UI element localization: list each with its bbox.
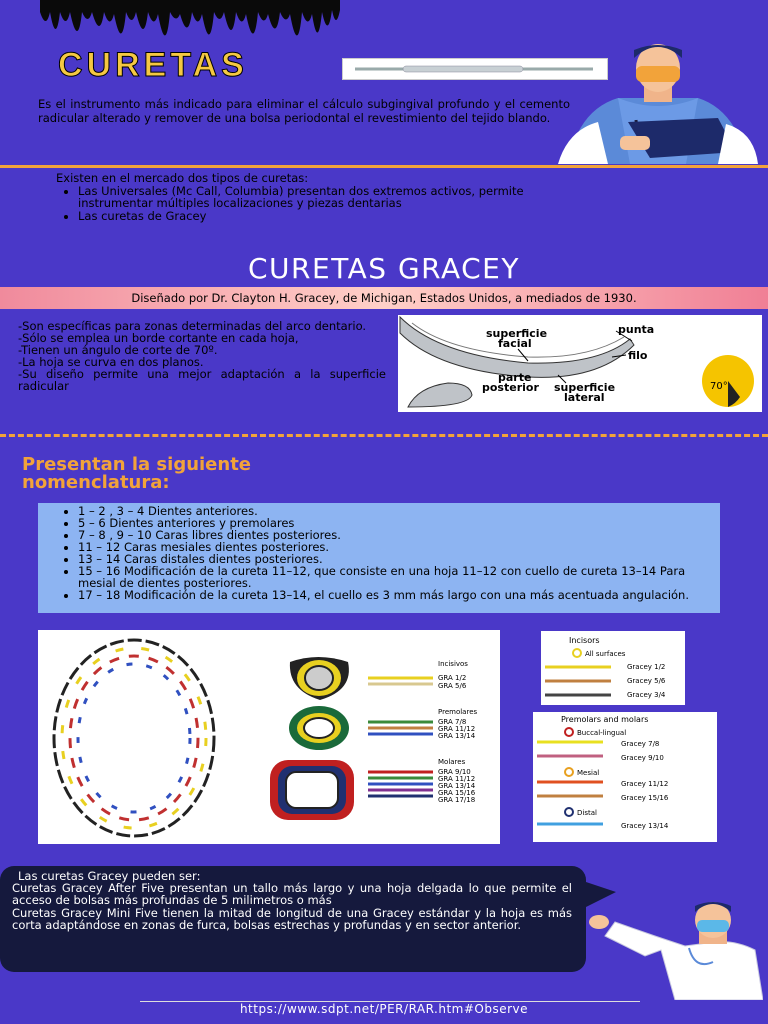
- doctor-pointing-illustration: [585, 900, 763, 1000]
- page-title: CURETAS: [58, 46, 248, 84]
- svg-text:GRA 13/14: GRA 13/14: [438, 732, 476, 740]
- bubble-paragraph: Curetas Gracey After Five presentan un tallo más largo y una hoja delgada lo que permite el acceso de bolsas más profundas de 5 milimetros o más: [12, 881, 572, 908]
- svg-text:GRA 9/10: GRA 9/10: [438, 768, 471, 776]
- svg-text:GRA 1/2: GRA 1/2: [438, 674, 467, 682]
- nomenclature-title: Presentan la siguiente nomenclatura:: [22, 454, 252, 493]
- list-item: • 7 – 8 , 9 – 10 Caras libres dientes posteriores.: [78, 529, 714, 541]
- svg-text:Mesial: Mesial: [577, 769, 600, 777]
- gracey-banner-text: Diseñado por Dr. Clayton H. Gracey, de Michigan, Estados Unidos, a mediados de 1930.: [131, 291, 637, 305]
- list-item: • 5 – 6 Dientes anteriores y premolares: [78, 517, 714, 529]
- gracey-heading: CURETAS GRACEY: [248, 252, 520, 285]
- gracey-variants-text: [12, 870, 572, 931]
- list-item: • 13 – 14 Caras distales dientes posteriores.: [78, 553, 714, 565]
- svg-text:posterior: posterior: [482, 381, 539, 394]
- svg-text:Gracey 13/14: Gracey 13/14: [621, 822, 669, 830]
- svg-text:Buccal-lingual: Buccal-lingual: [577, 729, 627, 737]
- svg-text:Distal: Distal: [577, 809, 597, 817]
- svg-text:Gracey 7/8: Gracey 7/8: [621, 740, 660, 748]
- intro-text: Es el instrumento más indicado para eliminar el cálculo subgingival profundo y el cemento radicular alterado y remover de una bolsa periodontal el revestimiento del tejido blando.: [38, 97, 570, 125]
- svg-text:GRA 17/18: GRA 17/18: [438, 796, 476, 804]
- svg-text:All surfaces: All surfaces: [585, 650, 626, 658]
- label-filo: filo: [628, 349, 648, 362]
- spec-line: -Sólo se emplea un borde cortante en cada hoja,: [18, 331, 299, 345]
- bubble-heading: Las curetas Gracey pueden ser:: [18, 869, 201, 883]
- molars-title: Premolars and molars: [561, 715, 649, 724]
- gracey-specs: [18, 320, 386, 392]
- svg-text:Gracey 9/10: Gracey 9/10: [621, 754, 664, 762]
- svg-text:Gracey 5/6: Gracey 5/6: [627, 677, 666, 685]
- svg-text:lateral: lateral: [564, 391, 605, 404]
- label-parte-posterior: parte: [498, 371, 532, 384]
- curette-blade-diagram: [398, 315, 762, 412]
- curette-types: [56, 172, 536, 222]
- svg-text:Gracey 3/4: Gracey 3/4: [627, 691, 666, 699]
- svg-text:GRA 5/6: GRA 5/6: [438, 682, 467, 690]
- spec-line: -Son específicas para zonas determinadas del arco dentario.: [18, 319, 367, 333]
- svg-text:Gracey 11/12: Gracey 11/12: [621, 780, 669, 788]
- types-lead: Existen en el mercado dos tipos de curetas:: [56, 171, 309, 185]
- nomenclature-list: [58, 505, 714, 601]
- svg-text:Gracey 15/16: Gracey 15/16: [621, 794, 669, 802]
- label-punta: punta: [618, 323, 655, 336]
- spec-line: -Tienen un ángulo de corte de 70º.: [18, 343, 218, 357]
- svg-text:GRA 11/12: GRA 11/12: [438, 775, 476, 783]
- svg-text:GRA 15/16: GRA 15/16: [438, 789, 476, 797]
- list-item: • 15 – 16 Modificación de la cureta 11–12, que consiste en una hoja 11–12 con cuello de cureta 13–14 Para mesial de dientes posteriores.: [78, 565, 714, 589]
- spec-line: -Su diseño permite una mejor adaptación a la superficie radicular: [18, 367, 386, 393]
- source-link[interactable]: https://www.sdpt.net/PER/RAR.htm#Observe: [239, 1002, 529, 1016]
- chart-label-premolares: Premolares: [438, 708, 478, 716]
- list-item: • 11 – 12 Caras mesiales dientes posteriores.: [78, 541, 714, 553]
- chart-label-incisivos: Incisivos: [438, 660, 468, 668]
- list-item: • Las curetas de Gracey: [78, 210, 536, 223]
- premolars-molars-panel: [533, 712, 717, 842]
- list-item: • 1 – 2 , 3 – 4 Dientes anteriores.: [78, 505, 714, 517]
- dental-arch-chart: [38, 630, 500, 844]
- bubble-paragraph: Curetas Gracey Mini Five tienen la mitad de longitud de una Gracey estándar y la hoja es más corta adaptándose en zonas de furca, bolsas estrechas y profundas y en sector anterior.: [12, 905, 572, 932]
- list-item: • 17 – 18 Modificación de la cureta 13–14, el cuello es 3 mm más largo con una más acentuada angulación.: [78, 589, 714, 601]
- label-superficie-facial: superficie: [486, 327, 548, 340]
- dashed-divider: [0, 434, 768, 437]
- svg-text:GRA 11/12: GRA 11/12: [438, 725, 476, 733]
- section-divider: [0, 165, 768, 168]
- svg-text:GRA 7/8: GRA 7/8: [438, 718, 467, 726]
- incisors-title: Incisors: [569, 636, 600, 645]
- types-list: [56, 185, 536, 223]
- svg-text:Gracey 1/2: Gracey 1/2: [627, 663, 666, 671]
- list-item: • Las Universales (Mc Call, Columbia) presentan dos extremos activos, permite instrumentar múltiples localizaciones y piezas dentarias: [78, 185, 536, 210]
- svg-text:GRA 13/14: GRA 13/14: [438, 782, 476, 790]
- doctor-illustration: [558, 40, 758, 164]
- chart-label-molares: Molares: [438, 758, 466, 766]
- spec-line: -La hoja se curva en dos planos.: [18, 355, 204, 369]
- svg-text:facial: facial: [498, 337, 532, 350]
- label-superficie-lateral: superficie: [554, 381, 616, 394]
- label-angle: 70°: [710, 381, 728, 392]
- incisors-panel: [541, 631, 685, 705]
